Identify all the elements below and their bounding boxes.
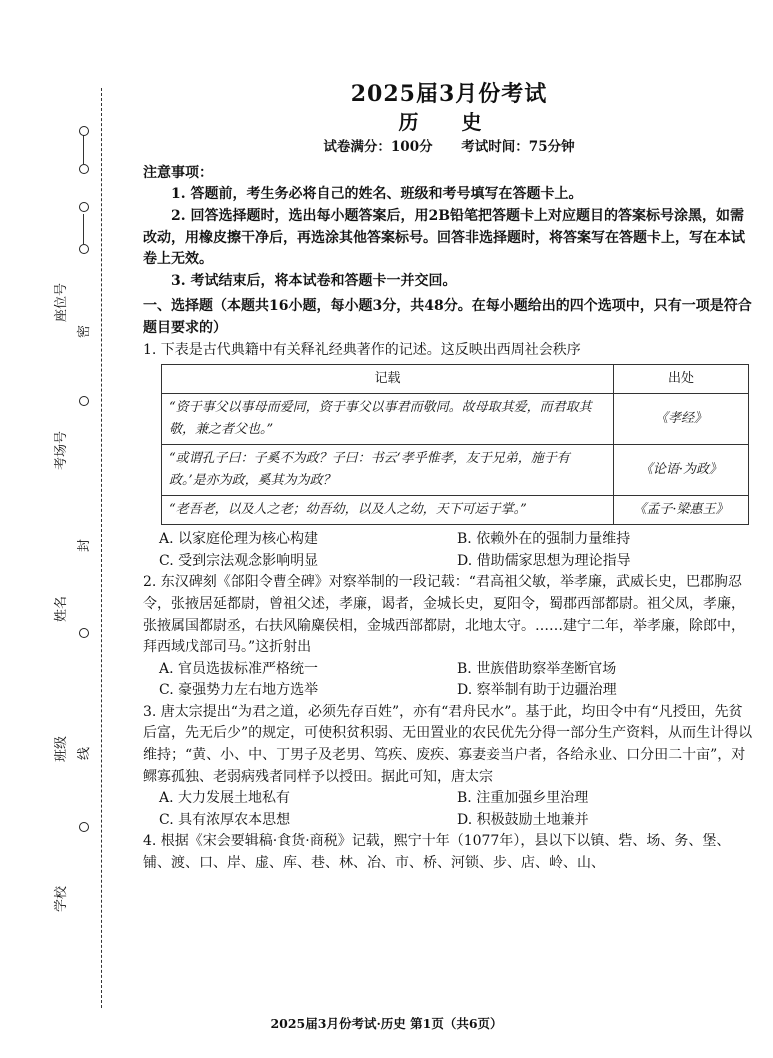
question-stem: 3. 唐太宗提出“为君之道，必须先存百姓”，亦有“君舟民水”。基于此，均田令中有“凡授田，先贫后富，先无后少”的规定，可使积贫积弱、无田置业的农民优先分得一部分生产资料，从而生计得以维持；“黄、小、中、丁男子及老男、笃疾、废疾、寡妻妾当户者，各给永业、口分田二十亩”，对鳏寡孤独、老弱病残者同样予以授田。据此可知，唐太宗 xyxy=(143,703,753,785)
name-label: 姓名 xyxy=(54,595,69,622)
subject-title: 历 史 xyxy=(398,109,500,134)
seat-number-label: 座位号 xyxy=(54,282,69,322)
seal-char-mi: 密 xyxy=(77,324,93,339)
option-c: C. 受到宗法观念影响明显 xyxy=(159,552,319,569)
options xyxy=(143,659,755,702)
note-item: 3. 考试结束后，将本试卷和答题卡一并交回。 xyxy=(171,272,457,289)
source-table xyxy=(161,364,749,525)
options xyxy=(143,529,755,572)
note-item: 1. 答题前，考生务必将自己的姓名、班级和考号填写在答题卡上。 xyxy=(171,186,583,203)
option-b: B. 世族借助察举垄断官场 xyxy=(457,660,617,677)
table-cell: “或谓孔子曰：子奚不为政？子曰：书云‘孝乎惟孝，友于兄弟，施于有政。’是亦为政，奚其为为政？ xyxy=(162,445,614,496)
seal-char-xian: 线 xyxy=(77,746,93,761)
circle-mark xyxy=(79,202,89,212)
question-stem: 4. 根据《宋会要辑稿·食货·商税》记载，熙宁十年（1077年），县以下以镇、砦、场、务、堡、铺、渡、口、岸、虚、库、巷、林、冶、市、桥、河锁、步、店、岭、山、 xyxy=(143,833,731,872)
question-4 xyxy=(143,831,755,874)
table-cell: 《孟子·梁惠王》 xyxy=(614,496,749,525)
notes-heading: 注意事项： xyxy=(143,164,213,181)
full-score: 试卷满分：100分 xyxy=(323,139,433,156)
circle-mark xyxy=(79,244,89,254)
option-b: B. 注重加强乡里治理 xyxy=(457,790,589,807)
question-3 xyxy=(143,702,755,832)
question-2 xyxy=(143,572,755,702)
option-d: D. 积极鼓励土地兼并 xyxy=(457,811,589,828)
question-1 xyxy=(143,340,755,573)
exam-info xyxy=(143,137,755,159)
class-label: 班级 xyxy=(54,735,69,762)
table-row xyxy=(162,394,749,445)
school-label: 学校 xyxy=(54,885,69,912)
table-cell: 《论语·为政》 xyxy=(614,445,749,496)
option-a: A. 以家庭伦理为核心构建 xyxy=(159,531,319,548)
option-d: D. 借助儒家思想为理论指导 xyxy=(457,552,631,569)
option-a: A. 大力发展土地私有 xyxy=(159,790,291,807)
circle-mark xyxy=(79,126,89,136)
exam-title: 2025届3月份考试 xyxy=(350,81,548,107)
exam-time: 考试时间：75分钟 xyxy=(461,139,575,156)
cut-line xyxy=(101,88,102,1008)
exam-page xyxy=(143,81,755,875)
exam-room-label: 考场号 xyxy=(54,430,69,470)
table-row xyxy=(162,496,749,525)
table-cell: “资于事父以事母而爱同，资于事父以事君而敬同。故母取其爱，而君取其敬，兼之者父也。” xyxy=(162,394,614,445)
option-b: B. 依赖外在的强制力量维持 xyxy=(457,531,631,548)
circle-mark xyxy=(79,822,89,832)
binding-margin xyxy=(0,0,120,1058)
seal-char-feng: 封 xyxy=(77,538,93,553)
section-heading: 一、选择题（本题共16小题，每小题3分，共48分。在每小题给出的四个选项中，只有一项是符合题目要求的） xyxy=(143,298,752,336)
table-cell: 《孝经》 xyxy=(614,394,749,445)
circle-mark xyxy=(79,396,89,406)
note-item: 2. 回答选择题时，选出每小题答案后，用2B铅笔把答题卡上对应题目的答案标号涂黑，如需改动，用橡皮擦干净后，再选涂其他答案标号。回答非选择题时，将答案写在答题卡上，写在本试卷上无效。 xyxy=(143,207,745,268)
question-stem: 2. 东汉碑刻《郃阳令曹全碑》对察举制的一段记载：“君高祖父敏，举孝廉，武威长史，巴郡朐忍令，张掖居延都尉，曾祖父述，孝廉，谒者，金城长史，夏阳令，蜀郡西部都尉。祖父凤，孝廉，张掖属国都尉丞，右扶风隃麋侯相，金城西部都尉，北地太守。……建宁二年，举孝廉，除郎中，拜西域戊部司马。”这折射出 xyxy=(143,574,745,656)
table-header: 记载 xyxy=(162,365,614,394)
option-c: C. 具有浓厚农本思想 xyxy=(159,811,291,828)
question-stem: 1. 下表是古代典籍中有关释礼经典著作的记述。这反映出西周社会秩序 xyxy=(143,341,581,358)
option-a: A. 官员选拔标准严格统一 xyxy=(159,660,319,677)
table-row xyxy=(162,445,749,496)
options xyxy=(143,788,755,831)
table-header-row xyxy=(162,365,749,394)
circle-mark xyxy=(79,164,89,174)
notes xyxy=(143,163,755,293)
page-footer: 2025届3月份考试·历史 第1页（共6页） xyxy=(270,1016,503,1031)
circle-mark xyxy=(79,628,89,638)
option-c: C. 豪强势力左右地方选举 xyxy=(159,682,319,699)
fill-line xyxy=(83,214,84,244)
option-d: D. 察举制有助于边疆治理 xyxy=(457,682,617,699)
table-cell: “老吾老，以及人之老；幼吾幼，以及人之幼，天下可运于掌。” xyxy=(162,496,614,525)
table-header: 出处 xyxy=(614,365,749,394)
